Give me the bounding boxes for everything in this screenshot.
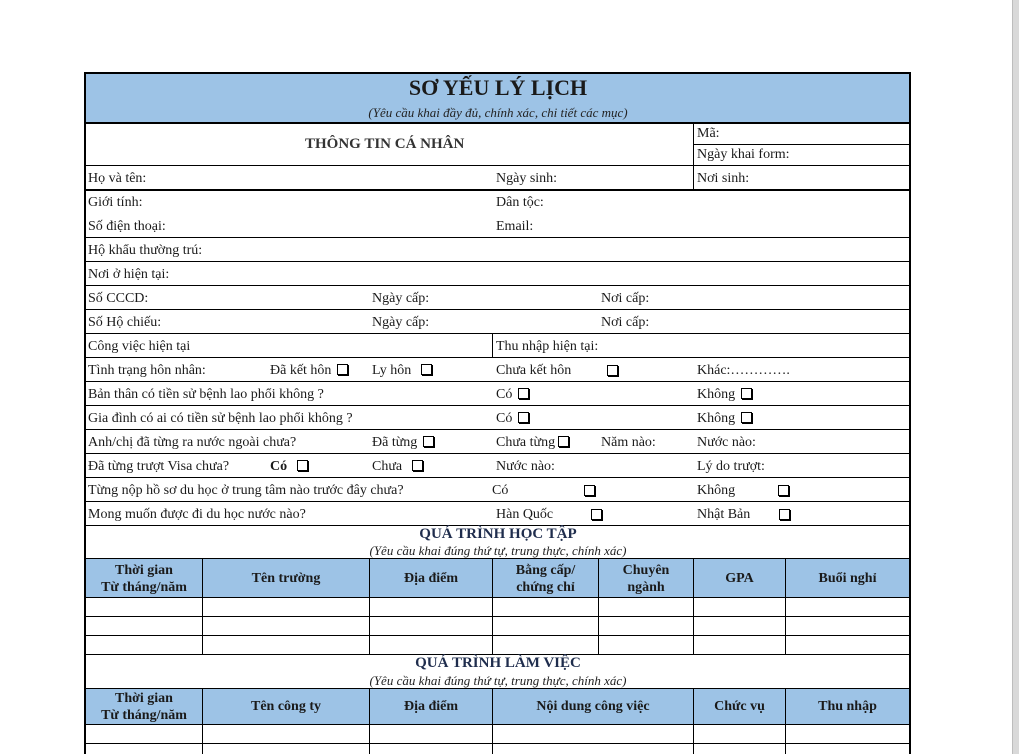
work-col-location: Địa điểm — [403, 699, 459, 714]
id-issue-place-field[interactable]: Nơi cấp: — [601, 291, 650, 306]
checkbox-icon[interactable] — [518, 412, 529, 423]
dob-field[interactable]: Ngày sinh: — [496, 171, 558, 186]
no-label: Không — [697, 411, 736, 426]
edu-col-major — [599, 560, 693, 597]
work-col-time-line1: Thời gian — [115, 690, 173, 706]
checkbox-icon[interactable] — [741, 412, 752, 423]
work-col-time-line2: Từ tháng/năm — [101, 707, 187, 723]
edu-col-time-line1: Thời gian — [115, 562, 173, 578]
yes-label: Có — [496, 387, 513, 402]
passport-field[interactable]: Số Hộ chiếu: — [88, 315, 162, 330]
full-name-field[interactable]: Họ và tên: — [88, 171, 147, 186]
email-field[interactable]: Email: — [496, 219, 534, 234]
checkbox-icon[interactable] — [558, 436, 569, 447]
checkbox-icon[interactable] — [607, 365, 618, 376]
checkbox-icon[interactable] — [337, 364, 348, 375]
been-abroad-option[interactable] — [372, 434, 434, 452]
been-abroad-question: Anh/chị đã từng ra nước ngoài chưa? — [88, 435, 297, 450]
family-tb-yes-option[interactable] — [496, 410, 529, 428]
no-label: Không — [697, 483, 736, 498]
checkbox-icon[interactable] — [584, 485, 595, 496]
single-option[interactable] — [496, 362, 571, 380]
family-tb-no-option[interactable] — [697, 410, 752, 428]
phone-field[interactable]: Số điện thoại: — [88, 219, 166, 234]
checkbox-icon[interactable] — [779, 509, 790, 520]
visa-country-field[interactable]: Nước nào: — [496, 459, 555, 474]
edu-col-degree-line2: chứng chỉ — [516, 579, 575, 595]
korea-label: Hàn Quốc — [496, 507, 554, 522]
edu-col-major-line2: ngành — [627, 579, 665, 595]
checkbox-icon[interactable] — [412, 460, 423, 471]
not-yet-label: Chưa — [372, 459, 403, 474]
applied-no-option[interactable] — [697, 482, 735, 500]
checkbox-icon[interactable] — [423, 436, 434, 447]
yes-label: Có — [270, 459, 288, 474]
single-label: Chưa kết hôn — [496, 363, 572, 378]
married-label: Đã kết hôn — [270, 363, 332, 378]
work-col-position: Chức vụ — [714, 699, 765, 714]
divorced-label: Ly hôn — [372, 363, 412, 378]
japan-option[interactable] — [697, 506, 750, 524]
family-tb-question: Gia đình có ai có tiền sử bệnh lao phổi không ? — [88, 411, 353, 426]
permanent-address-field[interactable]: Hộ khẩu thường trú: — [88, 243, 203, 258]
divorced-option[interactable] — [372, 362, 432, 380]
checkbox-icon[interactable] — [421, 364, 432, 375]
edu-col-degree-line1: Bằng cấp/ — [515, 562, 576, 578]
current-address-field[interactable]: Nơi ở hiện tại: — [88, 267, 170, 282]
work-section-note: (Yêu cầu khai đúng thứ tự, trung thực, chính xác) — [369, 673, 627, 688]
edu-col-location: Địa điểm — [403, 571, 459, 586]
edu-col-time — [86, 560, 202, 597]
checkbox-icon[interactable] — [297, 460, 308, 471]
page-scroll-edge[interactable] — [1012, 0, 1019, 754]
no-label: Không — [697, 387, 736, 402]
passport-issue-place-field[interactable]: Nơi cấp: — [601, 315, 650, 330]
edu-col-school: Tên trường — [251, 571, 321, 586]
work-col-time — [86, 689, 202, 724]
not-been-abroad-option[interactable] — [496, 434, 569, 452]
visa-not-yet-option[interactable] — [372, 458, 423, 476]
other-status-field[interactable]: Khác:…………. — [697, 363, 790, 378]
korea-option[interactable] — [496, 506, 553, 524]
checkbox-icon[interactable] — [741, 388, 752, 399]
form-subtitle: (Yêu cầu khai đầy đủ, chính xác, chi tiết các mục) — [368, 105, 628, 120]
visa-refusal-reason-field[interactable]: Lý do trượt: — [697, 459, 765, 474]
form-date-field[interactable]: Ngày khai form: — [697, 147, 790, 162]
self-tb-yes-option[interactable] — [496, 386, 529, 404]
checkbox-icon[interactable] — [591, 509, 602, 520]
edu-col-absences: Buổi nghỉ — [818, 571, 877, 586]
form-title: SƠ YẾU LÝ LỊCH — [408, 75, 588, 100]
edu-col-degree — [493, 560, 598, 597]
education-section-note: (Yêu cầu khai đúng thứ tự, trung thực, chính xác) — [369, 543, 627, 558]
ethnicity-field[interactable]: Dân tộc: — [496, 195, 544, 210]
code-field[interactable]: Mã: — [697, 126, 720, 141]
not-been-label: Chưa từng — [496, 435, 556, 450]
id-issue-date-field[interactable]: Ngày cấp: — [372, 291, 430, 306]
edu-col-gpa: GPA — [725, 571, 754, 586]
work-empty-rows[interactable] — [86, 725, 909, 754]
applied-before-question: Từng nộp hồ sơ du học ở trung tâm nào trước đây chưa? — [88, 483, 404, 498]
work-section-title: QUÁ TRÌNH LÀM VIỆC — [415, 655, 581, 671]
abroad-country-field[interactable]: Nước nào: — [697, 435, 756, 450]
visa-yes-option[interactable] — [270, 458, 308, 476]
self-tb-question: Bản thân có tiền sử bệnh lao phổi không ? — [88, 387, 324, 402]
marital-status-label: Tình trạng hôn nhân: — [88, 363, 206, 378]
abroad-year-field[interactable]: Năm nào: — [601, 435, 656, 450]
married-option[interactable] — [270, 362, 348, 380]
japan-label: Nhật Bản — [697, 507, 751, 522]
checkbox-icon[interactable] — [778, 485, 789, 496]
visa-refused-question: Đã từng trượt Visa chưa? — [88, 459, 230, 474]
current-income-field[interactable]: Thu nhập hiện tại: — [496, 339, 599, 354]
current-job-field[interactable]: Công việc hiện tại — [88, 339, 191, 354]
work-col-description: Nội dung công việc — [536, 699, 650, 714]
birthplace-field[interactable]: Nơi sinh: — [697, 171, 750, 186]
yes-label: Có — [492, 483, 509, 498]
self-tb-no-option[interactable] — [697, 386, 752, 404]
passport-issue-date-field[interactable]: Ngày cấp: — [372, 315, 430, 330]
work-col-income: Thu nhập — [818, 699, 877, 714]
applied-yes-option[interactable] — [492, 482, 508, 500]
education-empty-rows[interactable] — [86, 598, 909, 654]
gender-field[interactable]: Giới tính: — [88, 195, 143, 210]
id-number-field[interactable]: Số CCCD: — [88, 291, 149, 306]
yes-label: Có — [496, 411, 513, 426]
edu-col-major-line1: Chuyên — [622, 562, 670, 578]
education-section-title: QUÁ TRÌNH HỌC TẬP — [419, 526, 577, 542]
desired-country-question: Mong muốn được đi du học nước nào? — [88, 507, 306, 522]
edu-col-time-line2: Từ tháng/năm — [101, 579, 187, 595]
work-col-company: Tên công ty — [251, 699, 321, 714]
personal-info-header: THÔNG TIN CÁ NHÂN — [305, 136, 465, 152]
been-label: Đã từng — [372, 435, 418, 450]
checkbox-icon[interactable] — [518, 388, 529, 399]
